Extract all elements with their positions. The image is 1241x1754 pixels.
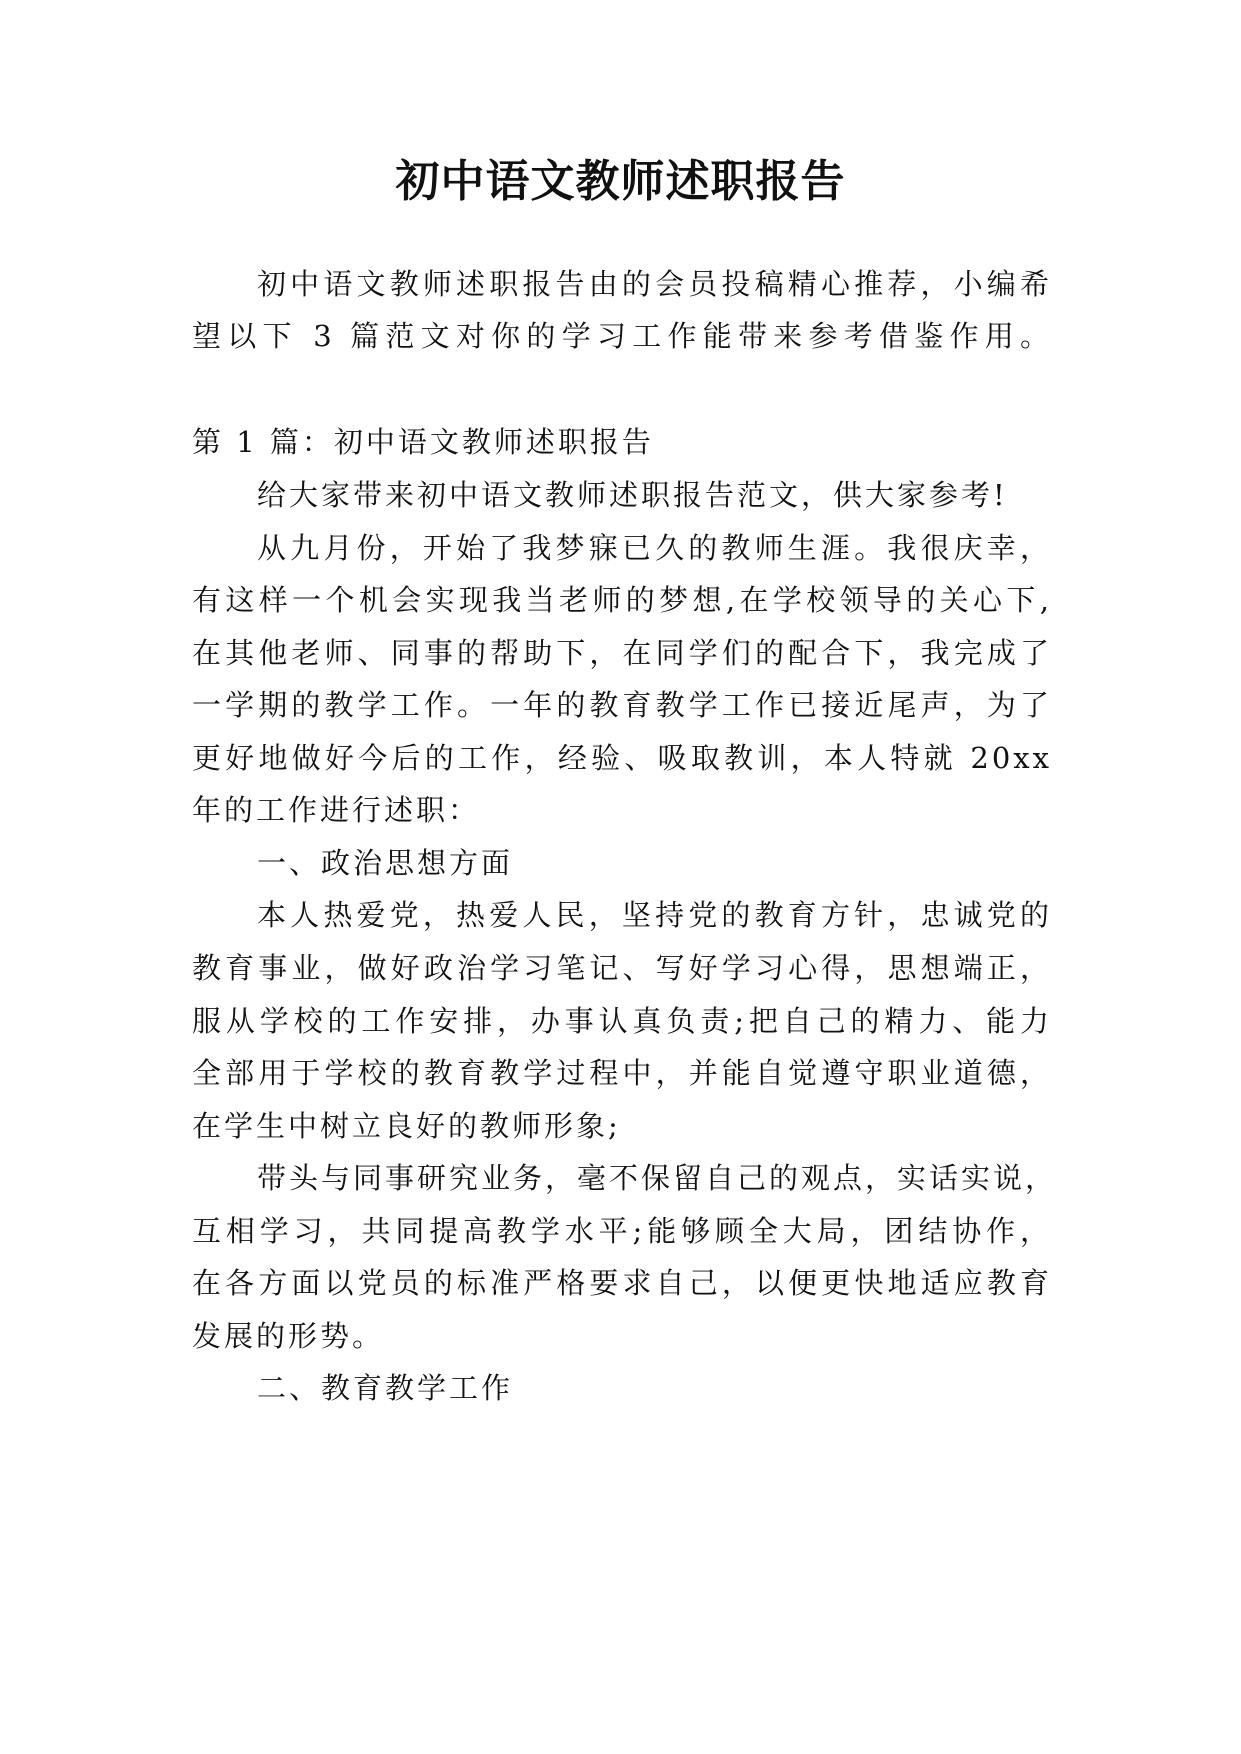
paragraph-line: 全部用于学校的教育教学过程中，并能自觉遵守职业道德， <box>192 1056 1052 1090</box>
intro-line-2: 望以下 3 篇范文对你的学习工作能带来参考借鉴作用。 <box>192 319 1052 353</box>
section-heading: 第 1 篇：初中语文教师述职报告 <box>192 425 654 459</box>
paragraph-line: 在各方面以党员的标准严格要求自己，以便更快地适应教育 <box>192 1266 1052 1300</box>
paragraph-line: 互相学习，共同提高教学水平;能够顾全大局，团结协作， <box>192 1214 1052 1248</box>
paragraph-line: 在其他老师、同事的帮助下，在同学们的配合下，我完成了 <box>192 636 1052 670</box>
paragraph-line: 从九月份，开始了我梦寐已久的教师生涯。我很庆幸， <box>257 531 1052 565</box>
subheading: 一、政治思想方面 <box>257 846 514 880</box>
intro-line-1: 初中语文教师述职报告由的会员投稿精心推荐，小编希 <box>257 267 1052 301</box>
paragraph-line: 年的工作进行述职： <box>192 793 481 827</box>
paragraph-line: 有这样一个机会实现我当老师的梦想,在学校领导的关心下, <box>192 583 1052 617</box>
paragraph-line: 服从学校的工作安排，办事认真负责;把自己的精力、能力 <box>192 1004 1052 1038</box>
paragraph-line: 一学期的教学工作。一年的教育教学工作已接近尾声，为了 <box>192 688 1052 722</box>
paragraph-line: 给大家带来初中语文教师述职报告范文，供大家参考! <box>257 478 1008 512</box>
paragraph-line: 教育事业，做好政治学习笔记、写好学习心得，思想端正， <box>192 951 1052 985</box>
subheading: 二、教育教学工作 <box>257 1371 514 1405</box>
paragraph-line: 更好地做好今后的工作，经验、吸取教训，本人特就 20xx <box>192 741 1052 775</box>
paragraph-line: 带头与同事研究业务，毫不保留自己的观点，实话实说， <box>257 1161 1058 1195</box>
paragraph-line: 在学生中树立良好的教师形象; <box>192 1109 621 1143</box>
document-title: 初中语文教师述职报告 <box>395 156 846 207</box>
paragraph-line: 发展的形势。 <box>192 1319 385 1353</box>
paragraph-line: 本人热爱党，热爱人民，坚持党的教育方针，忠诚党的 <box>257 898 1052 932</box>
